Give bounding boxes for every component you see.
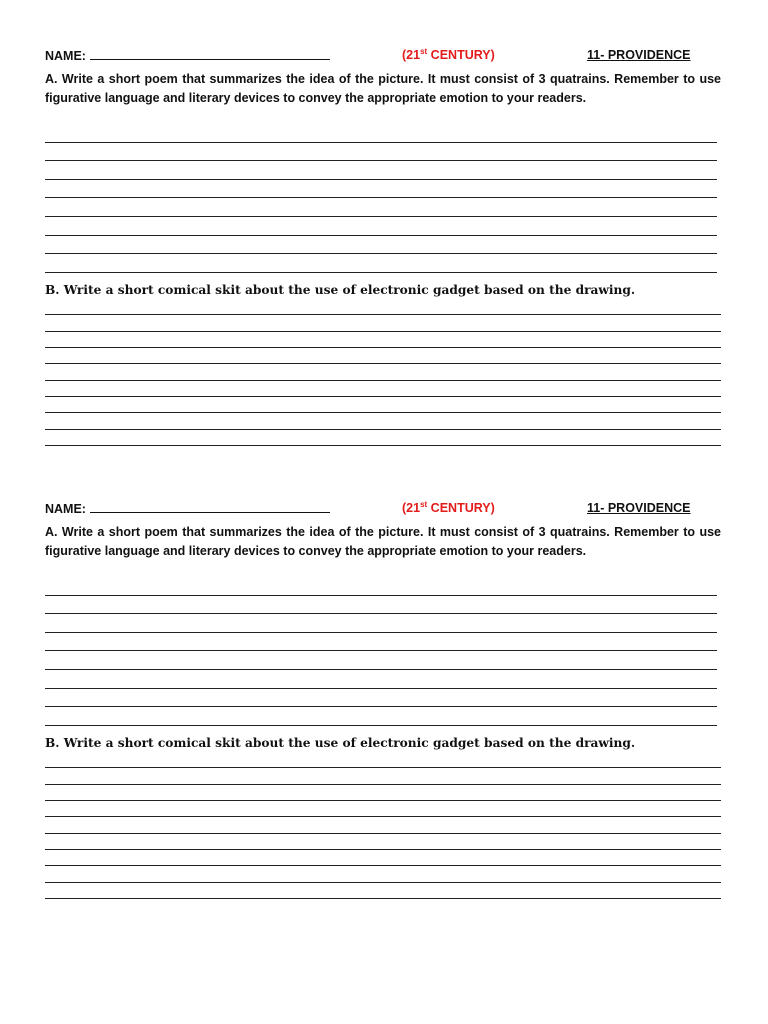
name-label: NAME:: [45, 49, 86, 63]
section-label: 11- PROVIDENCE: [587, 501, 691, 515]
name-blank-line[interactable]: [90, 501, 330, 513]
instruction-a: A. Write a short poem that summarizes the idea of the picture. It must consist of 3 quatrains. Remember to use figurative language and literary devices to convey the appropriate emotion to your readers.: [45, 525, 721, 558]
instruction-a: A. Write a short poem that summarizes the idea of the picture. It must consist of 3 quatrains. Remember to use figurative language and literary devices to convey the appropriate emotion to your readers.: [45, 72, 721, 105]
century-sup: st: [420, 47, 428, 56]
name-blank-line[interactable]: [90, 48, 330, 60]
worksheet-copy-1: [45, 48, 721, 446]
century-sup: st: [420, 500, 428, 509]
answer-line[interactable]: [45, 161, 717, 180]
answer-line[interactable]: [45, 866, 721, 882]
instruction-b: B. Write a short comical skit about the use of electronic gadget based on the drawing.: [45, 282, 636, 297]
answer-line[interactable]: [45, 381, 721, 397]
answer-line[interactable]: [45, 633, 717, 652]
answer-line[interactable]: [45, 752, 721, 768]
name-field: [45, 501, 330, 516]
answer-line[interactable]: [45, 124, 717, 143]
answer-line[interactable]: [45, 614, 717, 633]
century-label: [402, 48, 495, 62]
answer-line[interactable]: [45, 364, 721, 380]
instruction-b: B. Write a short comical skit about the use of electronic gadget based on the drawing.: [45, 735, 636, 750]
answer-line[interactable]: [45, 198, 717, 217]
answer-lines-b[interactable]: [45, 299, 721, 447]
answer-line[interactable]: [45, 254, 717, 273]
answer-line[interactable]: [45, 834, 721, 850]
answer-line[interactable]: [45, 299, 721, 315]
century-pre: (21: [402, 48, 421, 62]
answer-line[interactable]: [45, 689, 717, 708]
answer-line[interactable]: [45, 596, 717, 615]
worksheet-copy-2: [45, 501, 721, 899]
answer-line[interactable]: [45, 651, 717, 670]
worksheet-header: [45, 501, 721, 519]
answer-line[interactable]: [45, 801, 721, 817]
answer-line[interactable]: [45, 883, 721, 899]
answer-line[interactable]: [45, 850, 721, 866]
answer-line[interactable]: [45, 817, 721, 833]
answer-line[interactable]: [45, 332, 721, 348]
answer-line[interactable]: [45, 315, 721, 331]
answer-line[interactable]: [45, 143, 717, 162]
answer-lines-a[interactable]: [45, 577, 717, 726]
answer-line[interactable]: [45, 180, 717, 199]
century-post: CENTURY): [427, 501, 495, 515]
answer-line[interactable]: [45, 397, 721, 413]
answer-line[interactable]: [45, 670, 717, 689]
name-field: [45, 48, 330, 63]
answer-line[interactable]: [45, 785, 721, 801]
answer-line[interactable]: [45, 413, 721, 429]
answer-line[interactable]: [45, 217, 717, 236]
answer-line[interactable]: [45, 430, 721, 446]
answer-lines-a[interactable]: [45, 124, 717, 273]
century-post: CENTURY): [427, 48, 495, 62]
century-pre: (21: [402, 501, 421, 515]
answer-line[interactable]: [45, 236, 717, 255]
century-label: [402, 501, 495, 515]
answer-line[interactable]: [45, 577, 717, 596]
answer-line[interactable]: [45, 348, 721, 364]
answer-line[interactable]: [45, 768, 721, 784]
name-label: NAME:: [45, 502, 86, 516]
section-label: 11- PROVIDENCE: [587, 48, 691, 62]
answer-lines-b[interactable]: [45, 752, 721, 900]
worksheet-header: [45, 48, 721, 66]
answer-line[interactable]: [45, 707, 717, 726]
